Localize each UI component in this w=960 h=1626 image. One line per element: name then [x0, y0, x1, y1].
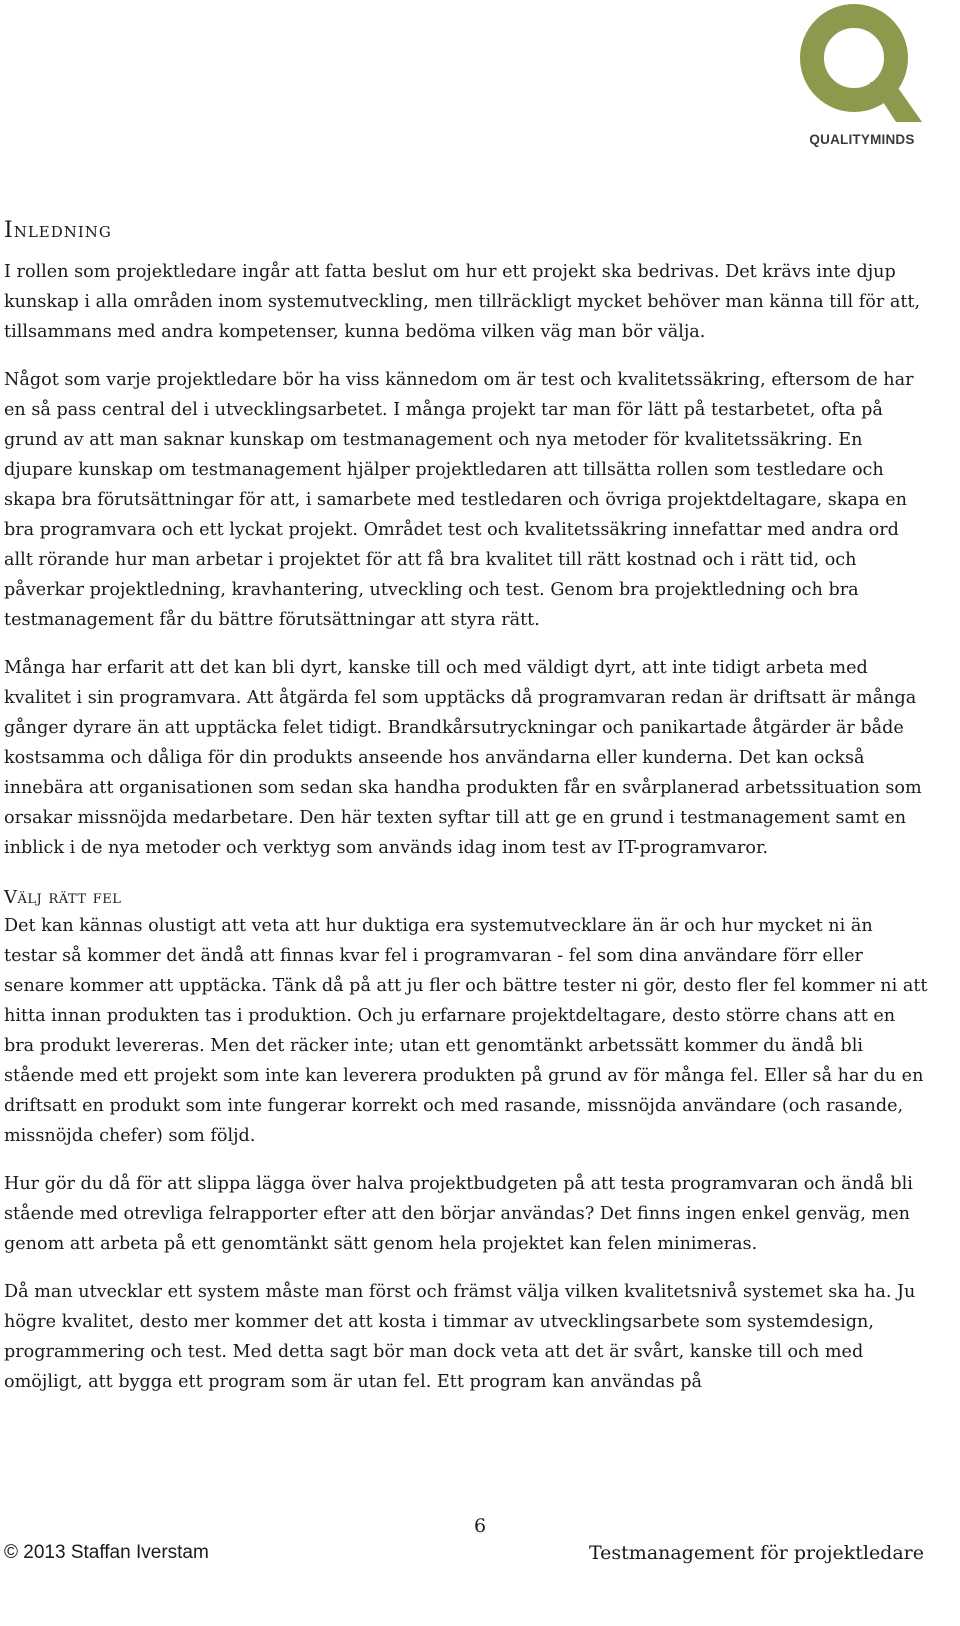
heading-inledning: Inledning — [4, 218, 112, 243]
paragraph: I rollen som projektledare ingår att fatta beslut om hur ett projekt ska bedrivas. Det krävs inte djup kunskap i alla områden inom systemutveckling, men tillräckligt mycket behöver man känna till för att, tillsammans med andra kompetenser, kunna bedöma vilken väg man bör välja. — [4, 262, 921, 342]
logo-text: QUALITYMINDS — [809, 132, 915, 147]
footer-copyright: © 2013 Staffan Iverstam — [4, 1542, 209, 1563]
paragraph: Många har erfarit att det kan bli dyrt, kanske till och med väldigt dyrt, att inte tidigt arbeta med kvalitet i sin programvara. Att åtgärda fel som upptäcks då programvaran redan är driftsatt är många gånger dyrare än att upptäcka felet tidigt. Brandkårsutryckningar och panikartade åtgärder är både kostsamma och dåliga för din produkts anseende hos användarna eller kunderna. Det kan också innebära att organisationen som sedan ska handha produkten får en svårplanerad arbetssituation som orsakar missnöjda medarbetare. Den här texten syftar till att ge en grund i testmanagement samt en inblick i de nya metoder och verktyg som används idag inom test av IT-programvaror. — [4, 658, 922, 858]
paragraph: Något som varje projektledare bör ha viss kännedom om är test och kvalitetssäkring, eftersom de har en så pass central del i utvecklingsarbetet. I många projekt tar man för lätt på testarbetet, ofta på grund av att man saknar kunskap om testmanagement och nya metoder för kvalitetssäkring. En djupare kunskap om testmanagement hjälper projektledaren att tillsätta rollen som testledare och skapa bra förutsättningar för att, i samarbete med testledaren och övriga projektdeltagare, skapa en bra programvara och ett lyckat projekt. Området test och kvalitetssäkring innefattar med andra ord allt rörande hur man arbetar i projektet för att få bra kvalitet till rätt kostnad och i rätt tid, och påverkar projektledning, kravhantering, utveckling och test. Genom bra projektledning och bra testmanagement får du bättre förutsättningar att styra rätt. — [4, 370, 914, 630]
heading-valj-ratt-fel: Välj rätt fel — [4, 887, 122, 908]
footer-title: Testmanagement för projektledare — [588, 1542, 924, 1564]
q-logo-icon — [798, 2, 926, 130]
paragraph: Då man utvecklar ett system måste man först och främst välja vilken kvalitetsnivå systemet ska ha. Ju högre kvalitet, desto mer kommer det att kosta i timmar av utvecklingsarbete som systemdesign, programmering och test. Med detta sagt bör man dock veta att det är svårt, kanske till och med omöjligt, att bygga ett program som är utan fel. Ett program kan användas på — [4, 1282, 916, 1392]
document-body — [4, 218, 928, 1397]
company-logo — [798, 2, 926, 152]
paragraph: Hur gör du då för att slippa lägga över halva projektbudgeten på att testa programvaran och ändå bli stående med otrevliga felrapporter efter att den börjar användas? Det finns ingen enkel genväg, men genom att arbeta på ett genomtänkt sätt genom hela projektet kan felen minimeras. — [4, 1174, 913, 1254]
paragraph: Det kan kännas olustigt att veta att hur duktiga era systemutvecklare än är och hur mycket ni än testar så kommer det ändå att finnas kvar fel i programvaran - fel som dina användare förr eller senare kommer att upptäcka. Tänk då på att ju fler och bättre tester ni gör, desto fler fel kommer ni att hitta innan produkten tas i produktion. Och ju erfarnare projektdeltagare, desto större chans att en bra produkt levereras. Men det räcker inte; utan ett genomtänkt arbetssätt kommer du ändå bli stående med ett projekt som inte kan leverera produkten på grund av för många fel. Eller så har du en driftsatt en produkt som inte fungerar korrekt och med rasande, missnöjda användare (och rasande, missnöjda chefer) som följd. — [4, 916, 928, 1146]
page-number: 6 — [473, 1515, 487, 1537]
